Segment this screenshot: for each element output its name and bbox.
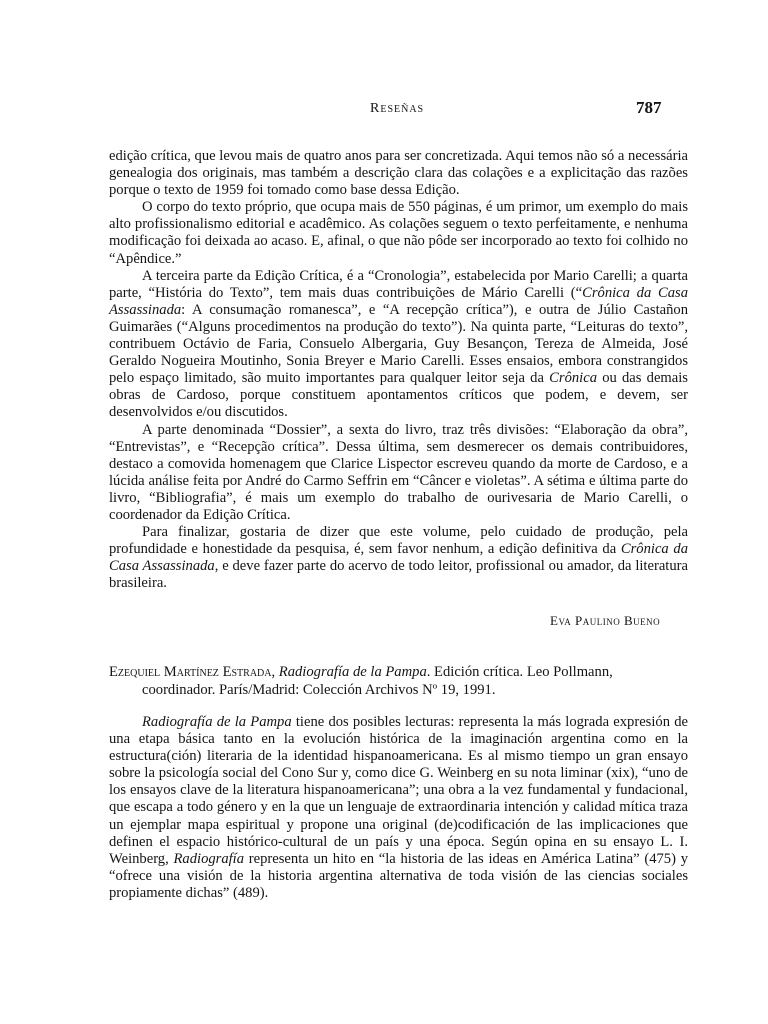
portuguese-review-body: [109, 148, 688, 592]
text-run: , e deve fazer parte do acervo de todo leitor, profissional ou amador, da literatura brasileira.: [109, 558, 688, 592]
review-paragraph: [109, 524, 688, 592]
text-run: A parte denominada “Dossier”, a sexta do livro, traz três divisões: “Elaboração da obra”, “Entrevistas”, e “Recepção crítica”. Dessa última, sem desmerecer os demais contribuidores, destaco a comovida homenagem que Clarice Lispector escreveu quando da morte de Cardoso, e a lúcida análise feita por André do Carmo Seffrin em “Câncer e violetas”. A sétima e última parte do livro, “Bibliografia”, é mais um exemplo do trabalho de ourivesaria de Mario Carelli, o coordenador da Edição Crítica.: [109, 421, 688, 523]
italic-title: Crônica da Casa Assassinada: [109, 284, 689, 318]
citation-details: . Edición crítica. Leo Pollmann,: [426, 664, 613, 680]
text-run: edição crítica, que levou mais de quatro anos para ser concretizada. Aqui temos não só a necessária genealogia dos originais, mas também a descrição clara das colações e a explicitação das razões porque o texto de 1959 foi tomado como base dessa Edição.: [109, 148, 688, 199]
citation-line: coordinador. París/Madrid: Colección Archivos Nº 19, 1991.: [142, 681, 496, 698]
italic-title: Crônica da Casa Assassinada: [109, 541, 689, 575]
text-run: ou das demais obras de Cardoso, porque constituem apontamentos críticos que podem, e devem, ser desenvolvidos e/ou discutidos.: [109, 370, 688, 421]
text-run: A terceira parte da Edição Crítica, é a “Cronologia”, estabelecida por Mario Carelli; a quarta parte, “História do Texto”, tem mais duas contribuições de Mário Carelli (“: [109, 267, 688, 301]
text-run: : A consumação romanesca”, e “A recepção crítica”), e outra de Júlio Castañon Guimarães (“Alguns procedimentos na produção do texto”). Na quinta parte, “Leituras do texto”, contribuem Octávio de Faria, Consuelo Albergaria, Guy Besançon, Tereza de Almeida, José Geraldo Nogueira Moutinho, Sonia Breyer e Mario Carelli. Esses ensaios, embora constrangidos pelo espaço limitado, são muito importantes para qualquer leitor seja da: [109, 301, 688, 387]
review-paragraph: [109, 148, 688, 199]
italic-title: Radiografía de la Pampa: [142, 714, 292, 730]
reviewer-signature: Eva Paulino Bueno: [550, 613, 661, 628]
italic-title: Crônica: [549, 370, 597, 387]
citation-line: [109, 664, 688, 682]
page-number: 787: [636, 98, 662, 117]
text-run: representa un hito en “la historia de las ideas en América Latina” (475) y “ofrece una visión de la historia argentina alternativa de toda visión de las ciencias sociales propiamente dichas” (489).: [109, 850, 688, 901]
italic-title: Radiografía: [173, 850, 245, 867]
review-paragraph: [109, 714, 688, 902]
spanish-review-body: [109, 714, 688, 902]
text-run: Para finalizar, gostaria de dizer que este volume, pelo cuidado de produção, pela profundidade e honestidade da pesquisa, é, sem favor nenhum, a edição definitiva da: [109, 524, 688, 558]
review-paragraph: [109, 199, 688, 267]
review-paragraph: [109, 422, 688, 525]
review-paragraph: [109, 268, 688, 422]
citation-separator: ,: [271, 664, 279, 680]
running-header: Reseñas: [370, 101, 425, 116]
citation-author: Ezequiel Martínez Estrada: [109, 664, 272, 680]
text-run: O corpo do texto próprio, que ocupa mais de 550 páginas, é um primor, um exemplo do mais alto profissionalismo editorial e acadêmico. As colações seguem o texto perfeitamente, e nenhuma modificação foi deixada ao acaso. E, afinal, o que não pôde ser incorporado ao texto foi colhido no “Apêndice.”: [109, 199, 688, 267]
citation-title: Radiografía de la Pampa: [278, 664, 427, 680]
text-run: tiene dos posibles lecturas: representa la más lograda expresión de una etapa básica tanto en la evolución histórica de la imaginación argentina como en la estructura(ción) literaria de la identidad hispanoamericana. Es al mismo tiempo un gran ensayo sobre la psicología social del Cono Sur y, como dice G. Weinberg en su nota liminar (xix), “uno de los ensayos clave de la literatura hispanoamericana”; una obra a la vez fundamental y fundacional, que escapa a todo género y en la que un lenguaje de extraordinaria intención y calidad mítica traza un ejemplar mapa espiritual y propone una original (de)codificación de las implicaciones que definen el espacio histórico-cultural de un país y una época. Según opina en su ensayo L. I. Weinberg,: [109, 714, 688, 867]
book-citation: [109, 664, 688, 699]
